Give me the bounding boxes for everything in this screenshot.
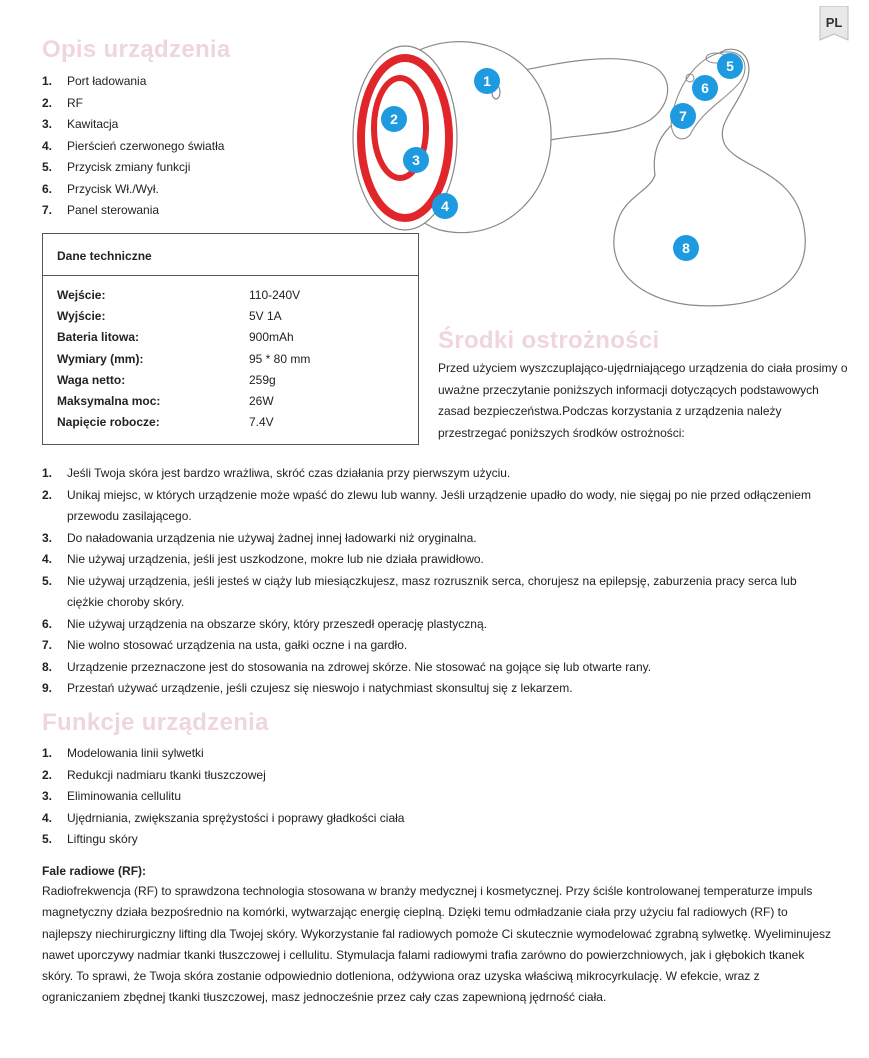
spec-key: Waga netto:: [57, 372, 126, 387]
item-text: Ujędrniania, zwiększania sprężystości i poprawy gładkości ciała: [67, 810, 405, 825]
list-item: [42, 635, 822, 657]
item-number: 9.: [42, 681, 53, 695]
spec-key: Wejście:: [57, 288, 106, 302]
marker-4: 4: [432, 193, 458, 219]
list-item: [42, 485, 822, 528]
list-item: [42, 181, 402, 203]
item-text: Eliminowania cellulitu: [67, 789, 182, 803]
item-number: 4.: [42, 138, 53, 153]
item-text: Pierścień czerwonego światła: [67, 138, 225, 153]
item-text: Urządzenie przeznaczone jest do stosowania na zdrowej skórze. Nie stosować na gojące się lub otwarte rany.: [67, 659, 652, 674]
section-title-device-description: Opis urządzenia: [42, 36, 231, 63]
section-title-precautions: Środki ostrożności: [438, 327, 660, 354]
spec-row: [57, 413, 407, 434]
list-item: [42, 159, 402, 181]
item-number: 5.: [42, 160, 53, 174]
spec-value: 26W: [249, 393, 274, 408]
list-item: [42, 202, 402, 224]
item-text: Do naładowania urządzenia nie używaj żadnej innej ładowarki niż oryginalna.: [67, 530, 477, 545]
list-item: [42, 745, 542, 767]
list-item: [42, 528, 822, 550]
item-number: 1.: [42, 466, 53, 480]
item-number: 2.: [42, 95, 53, 110]
spec-row: [57, 371, 407, 392]
list-item: [42, 788, 542, 810]
item-number: 6.: [42, 181, 53, 196]
item-text: Nie używaj urządzenia, jeśli jest uszkodzone, mokre lub nie działa prawidłowo.: [67, 552, 484, 566]
item-number: 7.: [42, 638, 53, 652]
spec-value: 7.4V: [249, 415, 274, 430]
item-number: 5.: [42, 832, 53, 846]
marker-1: 1: [474, 68, 500, 94]
item-number: 3.: [42, 530, 53, 545]
list-item: [42, 463, 822, 485]
item-number: 7.: [42, 203, 53, 217]
item-text: Modelowania linii sylwetki: [67, 746, 204, 760]
device-illustration: [350, 20, 850, 320]
item-text: Panel sterowania: [67, 203, 160, 217]
item-number: 3.: [42, 117, 53, 131]
rf-heading: Fale radiowe (RF):: [42, 864, 147, 878]
precautions-intro-text: Przed użyciem wyszczuplająco-ujędrniającego urządzenia do ciała prosimy o uważne przeczytanie poniższych informacji dotyczących podstawowych zasad bezpieczeństwa.Podczas korzystania z urządzenia należy przestrzegać poniższych środków ostrożności:: [438, 361, 848, 440]
rf-paragraph: Radiofrekwencja (RF) to sprawdzona technologia stosowana w branży medycznej i kosmetycznej. Przy ściśle kontrolowanej temperaturze impuls magnetyczny działa bezpośrednio na komórki, wytwarzając energię cieplną. Dzięki temu odmładzanie ciała przy użyciu fal radiowych (RF) to najlepszy niechirurgiczny lifting dla Twojej skóry. Wykorzystanie fal radiowych pomoże Ci skutecznie wymodelować zgrabną sylwetkę. Wyeliminujesz nawet uporczywy nadmiar tkanki tłuszczowej i cellulitu. Stymulacja falami radiowymi trafia zarówno do powierzchniowych, jak i głębokich tkanek skóry. To sprawi, że Twoja skóra zostanie odpowiednio dotleniona, odżywiona oraz uzyska właściwą mikrocyrkulację. W efekcie, wraz z ograniczaniem zbędnej tkanki tłuszczowej, masz jednocześnie przez cały czas zapewnioną jędrność ciała.: [42, 884, 831, 1005]
item-number: 8.: [42, 659, 53, 674]
precautions-list: [42, 463, 822, 700]
list-item: [42, 116, 402, 138]
list-item: [42, 831, 542, 853]
item-number: 3.: [42, 789, 53, 803]
list-item: [42, 549, 822, 571]
item-number: 1.: [42, 74, 53, 88]
spec-key: Bateria litowa:: [57, 330, 140, 345]
item-text: Jeśli Twoja skóra jest bardzo wrażliwa, skróć czas działania przy pierwszym użyciu.: [67, 466, 511, 480]
marker-6: 6: [692, 75, 718, 101]
item-number: 4.: [42, 810, 53, 825]
list-item: [42, 571, 822, 614]
functions-list: [42, 745, 542, 853]
spec-row: [57, 392, 407, 413]
spec-row: [57, 328, 407, 349]
spec-value: 259g: [249, 372, 276, 387]
item-text: Nie wolno stosować urządzenia na usta, gałki oczne i na gardło.: [67, 638, 408, 652]
spec-value: 110-240V: [249, 288, 301, 302]
spec-key: Maksymalna moc:: [57, 393, 161, 408]
item-text: Redukcji nadmiaru tkanki tłuszczowej: [67, 767, 266, 782]
device-drawing-icon: [350, 20, 850, 320]
marker-3: 3: [403, 147, 429, 173]
list-item: [42, 767, 542, 789]
list-item: [42, 95, 402, 117]
list-item: [42, 614, 822, 636]
item-text: Port ładowania: [67, 74, 147, 88]
item-number: 5.: [42, 573, 53, 588]
spec-value: 95 * 80 mm: [249, 351, 311, 366]
item-text: Przycisk zmiany funkcji: [67, 160, 191, 174]
marker-2: 2: [381, 106, 407, 132]
item-text: RF: [67, 95, 83, 110]
language-code: PL: [825, 15, 843, 30]
item-text: Kawitacja: [67, 117, 119, 131]
marker-5: 5: [717, 53, 743, 79]
item-number: 2.: [42, 487, 53, 502]
item-number: 2.: [42, 767, 53, 782]
item-number: 4.: [42, 552, 53, 566]
spec-row: [57, 350, 407, 371]
spec-key: Napięcie robocze:: [57, 415, 160, 430]
spec-value: 900mAh: [249, 330, 294, 345]
spec-value: 5V 1A: [249, 309, 282, 324]
item-number: 6.: [42, 616, 53, 631]
list-item: [42, 657, 822, 679]
item-text: Przycisk Wł./Wył.: [67, 181, 159, 196]
item-text: Przestań używać urządzenie, jeśli czujesz się nieswojo i natychmiast skonsultuj się z lekarzem.: [67, 681, 573, 695]
item-text: Nie używaj urządzenia na obszarze skóry, który przeszedł operację plastyczną.: [67, 616, 487, 631]
item-number: 1.: [42, 746, 53, 760]
spec-key: Wyjście:: [57, 309, 106, 324]
list-item: [42, 73, 402, 95]
spec-key: Wymiary (mm):: [57, 351, 144, 366]
marker-8: 8: [673, 235, 699, 261]
item-text: Liftingu skóry: [67, 832, 138, 846]
list-item: [42, 810, 542, 832]
item-text: Nie używaj urządzenia, jeśli jesteś w ciąży lub miesiączkujesz, masz rozrusznik serca, chorujesz na epilepsję, zaburzenia pracy serca lub ciężkie choroby skóry.: [67, 573, 797, 609]
device-parts-list: [42, 73, 402, 224]
list-item: [42, 678, 822, 700]
item-text: Unikaj miejsc, w których urządzenie może wpaść do zlewu lub wanny. Jeśli urządzenie upadło do wody, nie sięgaj po nie przed odłączeniem przewodu zasilającego.: [67, 487, 811, 523]
technical-data-title: Dane techniczne: [57, 249, 152, 263]
section-title-functions: Funkcje urządzenia: [42, 709, 269, 736]
list-item: [42, 138, 402, 160]
marker-7: 7: [670, 103, 696, 129]
